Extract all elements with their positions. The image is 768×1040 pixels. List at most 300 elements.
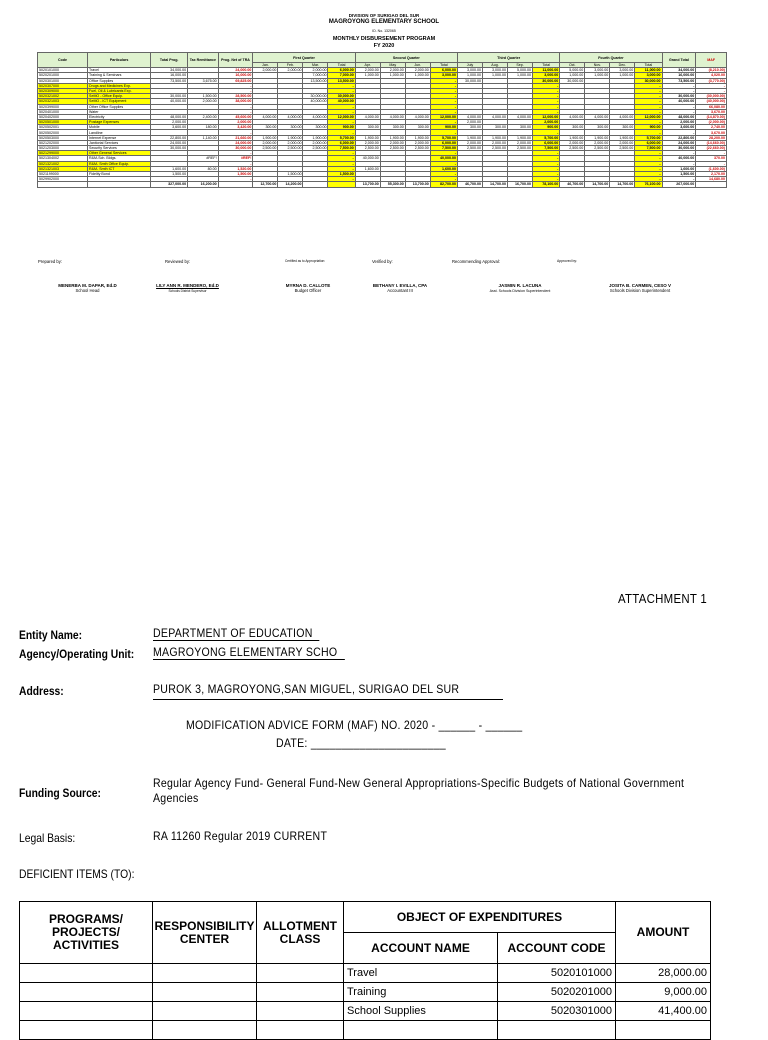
totals-month-value: 55,300.00 [380,182,405,187]
row-quarter-total: 900.00 [635,125,662,130]
row-month-value: 30,000.00 [457,78,482,83]
row-particulars: Landline [88,130,151,135]
row-month-value: 2,000.00 [253,140,278,145]
row-particulars: Postage Expenses [88,120,151,125]
row-maf: - [696,88,727,93]
row-grand-total: - [662,130,696,135]
row-quarter-total: - [635,99,662,104]
row-quarter-total: - [430,161,457,166]
row-month-value: 4,000.00 [380,114,405,119]
row-total-prog: 30,000.00 [151,94,188,99]
table-cell [257,1021,344,1040]
prepared-label: Prepared by: [38,259,62,264]
row-quarter-total: - [635,171,662,176]
totals-month-value: 14,700.00 [585,182,610,187]
row-code: 5021304002 [38,156,88,161]
row-quarter-total: 7,000.00 [328,73,355,78]
row-quarter-total: - [533,151,560,156]
reviewed-label: Reviewed by: [165,259,191,264]
maf-title: MODIFICATION ADVICE FORM (MAF) NO. 2020 - ______ - ______ [186,718,523,732]
row-grand-total: 48,000.00 [662,114,696,119]
row-code: 5029902000 [38,177,88,182]
row-quarter-total: - [635,104,662,109]
row-month-value: 1,000.00 [508,73,533,78]
agency-value: MAGROYONG ELEMENTARY SCHO [153,645,345,660]
row-prog-net: 45,600.00 [218,114,253,119]
row-month-value: 2,500.00 [303,146,328,151]
row-month-value: 300.00 [355,125,380,130]
row-maf: 14,680.00 [696,177,727,182]
row-month-value: 3,000.00 [483,68,508,73]
row-quarter-total: 5,700.00 [635,135,662,140]
row-quarter-total: - [533,104,560,109]
row-quarter-total: 6,000.00 [430,68,457,73]
row-month-value: 2,000.00 [355,68,380,73]
totals-month-value: 14,200.00 [278,182,303,187]
row-prog-net: - [218,104,253,109]
totals-prog-net [218,182,253,187]
table-cell [257,983,344,1002]
row-quarter-total: - [430,177,457,182]
totals-month-value: 46,700.00 [457,182,482,187]
month-header: Total [635,63,662,68]
totals-blank [38,182,88,187]
row-month-value: 40,000.00 [355,156,380,161]
row-code: 5021199000 [38,171,88,176]
col-account-name: ACCOUNT NAME [344,933,498,964]
col-grand-total: Grand Total [662,53,696,68]
month-header: Nov. [585,63,610,68]
row-maf: (40,000.00) [696,99,727,104]
totals-month-value: 78,100.00 [533,182,560,187]
totals-grand-total: 267,000.00 [662,182,696,187]
row-quarter-total: 3,000.00 [533,73,560,78]
row-month-value: 2,500.00 [278,146,303,151]
row-month-value: 4,000.00 [457,114,482,119]
totals-month-value: 13,700.00 [405,182,430,187]
row-month-value: 2,000.00 [483,140,508,145]
row-maf: (8,210.00) [696,68,727,73]
row-quarter-total: 1,500.00 [328,171,355,176]
row-month-value: 4,000.00 [253,114,278,119]
table-cell: 28,000.00 [616,964,711,983]
row-month-value: 4,000.00 [303,114,328,119]
col-q1: First Quarter [253,53,355,63]
row-prog-net: 28,500.00 [218,94,253,99]
row-quarter-total: - [328,166,355,171]
table-cell: 5020101000 [498,964,616,983]
row-month-value: 1,900.00 [405,135,430,140]
table-cell [257,964,344,983]
row-month-value: 40,000.00 [303,99,328,104]
row-quarter-total: - [430,171,457,176]
row-particulars: Mobile [88,125,151,130]
month-header: Total [533,63,560,68]
row-month-value: 1,000.00 [405,73,430,78]
row-month-value: 1,900.00 [560,135,585,140]
row-grand-total: - [662,88,696,93]
row-month-value: 2,000.00 [380,140,405,145]
month-header: Dec. [610,63,635,68]
row-maf: 28,200.00 [696,135,727,140]
row-month-value: 2,000.00 [380,68,405,73]
row-month-value: 2,500.00 [253,146,278,151]
table-cell [20,983,153,1002]
row-month-value: 2,000.00 [560,140,585,145]
table-cell [20,1002,153,1021]
month-header: Oct. [560,63,585,68]
row-particulars: Water [88,109,151,114]
row-month-value: 1,900.00 [355,135,380,140]
row-quarter-total: - [430,104,457,109]
row-quarter-total: 6,000.00 [328,68,355,73]
row-month-value: 300.00 [610,125,635,130]
row-quarter-total: 3,000.00 [430,73,457,78]
row-quarter-total: - [533,166,560,171]
totals-row [38,182,727,187]
row-grand-total: 30,000.00 [662,146,696,151]
row-month-value: 1,900.00 [610,135,635,140]
table-cell: 41,400.00 [616,1002,711,1021]
legal-label: Legal Basis: [19,831,76,845]
row-quarter-total: 12,000.00 [533,114,560,119]
row-quarter-total: 6,000.00 [533,140,560,145]
col-total-prog: Total Prog. [151,53,188,68]
deficient-items-table [19,901,711,1040]
row-quarter-total: - [635,177,662,182]
row-quarter-total: - [430,83,457,88]
row-month-value: 2,000.00 [303,140,328,145]
row-particulars: Internet Expense [88,135,151,140]
row-particulars: Electricity [88,114,151,119]
totals-month-value: 14,700.00 [610,182,635,187]
row-prog-net: 30,000.00 [218,146,253,151]
row-grand-total: 30,000.00 [662,94,696,99]
row-particulars: Drugs and Medicines Exp. [88,83,151,88]
row-month-value: 300.00 [508,125,533,130]
row-quarter-total: - [533,94,560,99]
row-month-value: 2,000.00 [610,140,635,145]
row-month-value: 2,000.00 [457,120,482,125]
row-grand-total: - [662,151,696,156]
row-month-value: 1,000.00 [355,73,380,78]
table-cell [616,1021,711,1040]
attachment-label: ATTACHMENT 1 [618,591,707,606]
totals-month-value [303,182,328,187]
row-total-prog: 30,000.00 [151,146,188,151]
row-month-value: 3,000.00 [585,68,610,73]
row-month-value: 1,900.00 [380,135,405,140]
row-code: 5020502000 [38,130,88,135]
row-month-value: 2,500.00 [508,146,533,151]
row-tax: 2,000.00 [188,99,218,104]
month-header: Apr. [355,63,380,68]
row-quarter-total: 12,000.00 [430,114,457,119]
row-maf: (14,870.00) [696,114,727,119]
table-row [20,983,711,1002]
row-quarter-total: - [635,94,662,99]
row-particulars: R&M- Smth ICT [88,166,151,171]
row-particulars: R&M-Sch. Bldgs. [88,156,151,161]
row-tax: 180.00 [188,125,218,130]
entity-value: DEPARTMENT OF EDUCATION [153,626,320,641]
row-quarter-total: - [635,120,662,125]
row-month-value: 2,500.00 [585,146,610,151]
row-maf: (3,770.00) [696,78,727,83]
row-month-value: 2,500.00 [380,146,405,151]
row-quarter-total: 13,500.00 [328,78,355,83]
recommending-label: Recommending Approval: [452,259,500,264]
row-maf: 3,670.00 [696,130,727,135]
row-month-value: 2,000.00 [303,68,328,73]
program-title: MONTHLY DISBURSEMENT PROGRAM [332,36,436,42]
month-header: May [380,63,405,68]
table-cell: 9,000.00 [616,983,711,1002]
row-quarter-total: - [533,171,560,176]
row-quarter-total: - [635,156,662,161]
certified-label: Certified as to Appropriation: [285,259,326,263]
row-quarter-total: 30,000.00 [635,78,662,83]
row-tax: #REF! [188,156,218,161]
table-row [20,1002,711,1021]
row-prog-net: 24,000.00 [218,68,253,73]
row-quarter-total: 30,000.00 [533,78,560,83]
row-maf: 66,080.00 [696,104,727,109]
totals-month-value: 13,700.00 [355,182,380,187]
col-q3: Third Quarter [457,53,559,63]
row-quarter-total: - [328,120,355,125]
row-tax: 3,675.00 [188,78,218,83]
row-particulars: Office Supplies [88,78,151,83]
row-quarter-total: - [328,130,355,135]
row-month-value: 4,000.00 [610,114,635,119]
row-code: 5020402000 [38,114,88,119]
fiscal-year: FY 2020 [373,43,395,49]
row-grand-total: 2,000.00 [662,120,696,125]
row-prog-net: 2,000.00 [218,120,253,125]
row-grand-total: - [662,83,696,88]
row-month-value: 5,000.00 [508,68,533,73]
table-cell: 5020301000 [498,1002,616,1021]
row-particulars: Training & Seminars [88,73,151,78]
row-grand-total: 73,500.00 [662,78,696,83]
row-prog-net: - [218,83,253,88]
row-month-value: 7,000.00 [303,73,328,78]
row-quarter-total: 12,000.00 [635,114,662,119]
totals-month-value: 82,700.00 [430,182,457,187]
row-prog-net: 38,000.00 [218,99,253,104]
totals-blank [88,182,151,187]
row-total-prog: 1,500.00 [151,171,188,176]
row-prog-net: 1,500.00 [218,171,253,176]
row-month-value: 1,900.00 [585,135,610,140]
row-grand-total: - [662,104,696,109]
row-month-value: 2,000.00 [405,68,430,73]
row-code: 5020301000 [38,78,88,83]
row-code: 5020321003 [38,99,88,104]
row-particulars: Travel [88,68,151,73]
row-tax: 80.00 [188,166,218,171]
row-maf: - [696,161,727,166]
agency-label: Agency/Operating Unit: [19,647,135,661]
row-grand-total: 3,600.00 [662,125,696,130]
row-particulars: SeMO - ICT Equipment [88,99,151,104]
row-month-value: 5,000.00 [560,68,585,73]
row-grand-total: 22,800.00 [662,135,696,140]
row-quarter-total: - [430,130,457,135]
row-quarter-total: - [430,99,457,104]
table-cell [153,964,257,983]
table-cell [20,1021,153,1040]
row-month-value: 2,500.00 [457,146,482,151]
row-month-value: 30,000.00 [560,78,585,83]
row-quarter-total: - [430,94,457,99]
row-quarter-total: - [635,161,662,166]
row-month-value: 300.00 [483,125,508,130]
row-quarter-total: 40,000.00 [328,99,355,104]
row-code: 5021203000 [38,146,88,151]
row-quarter-total: 6,000.00 [430,140,457,145]
row-total-prog: 2,000.00 [151,120,188,125]
row-quarter-total: 2,000.00 [533,120,560,125]
row-maf: (14,660.00) [696,140,727,145]
row-tax: 2,400.00 [188,114,218,119]
table-cell [498,1021,616,1040]
signatory-6: JOSITA B. CARMEN, CESO V Schools Division Superintendent [608,283,671,293]
signatory-3: MYRNA D. CALLOTE Budget Officer [285,283,331,293]
totals-month-value: 12,700.00 [253,182,278,187]
row-quarter-total: 6,000.00 [328,140,355,145]
col-particulars: Particulars [88,53,151,68]
row-month-value: 2,500.00 [483,146,508,151]
row-total-prog: 3,600.00 [151,125,188,130]
row-tax: 1,500.00 [188,94,218,99]
row-code: 5021202000 [38,140,88,145]
signatory-1: MENERBA M. DAPAR, Ed.D School Head [58,283,117,293]
table-cell: Training [344,983,498,1002]
row-maf: 2,740.00 [696,125,727,130]
row-month-value: 1,000.00 [483,73,508,78]
month-header: Sep. [508,63,533,68]
row-maf: (22,660.00) [696,146,727,151]
approved-label: Approved by: [557,259,577,263]
row-quarter-total: - [430,120,457,125]
row-month-value: 2,000.00 [405,140,430,145]
row-quarter-total: - [635,83,662,88]
row-month-value: 3,000.00 [610,68,635,73]
col-responsibility-center: RESPONSIBILITY CENTER [153,902,257,964]
row-month-value: 2,500.00 [610,146,635,151]
row-month-value: 1,900.00 [253,135,278,140]
row-month-value: 1,900.00 [457,135,482,140]
row-total-prog: 73,500.00 [151,78,188,83]
totals-month-value [328,182,355,187]
totals-tax: 16,200.00 [188,182,218,187]
school-id: ID. No. 132065 [372,29,396,33]
row-grand-total: 1,600.00 [662,166,696,171]
row-particulars: Fuel, Oil & Lubricants Exp. [88,88,151,93]
row-prog-net: 16,000.00 [218,73,253,78]
col-amount: AMOUNT [616,902,711,964]
row-code: 5020321002 [38,94,88,99]
row-month-value: 300.00 [405,125,430,130]
totals-month-value: 14,700.00 [483,182,508,187]
row-month-value: 1,000.00 [560,73,585,78]
table-cell [344,1021,498,1040]
table-cell [20,964,153,983]
row-quarter-total: 900.00 [328,125,355,130]
col-object-of-expenditures: OBJECT OF EXPENDITURES [344,902,616,933]
row-code: 5020503000 [38,135,88,140]
row-total-prog: 24,000.00 [151,140,188,145]
signatory-2: LILY ANN R. MENDERO, Ed.D Schools District Supervisor [156,283,219,293]
row-quarter-total: - [533,177,560,182]
row-quarter-total: 11,000.00 [635,68,662,73]
totals-month-value: 16,700.00 [508,182,533,187]
col-allotment-class: ALLOTMENT CLASS [257,902,344,964]
funding-value: Regular Agency Fund- General Fund-New General Appropriations-Specific Budgets of National Government Agencies [153,776,685,805]
table-cell [153,1021,257,1040]
row-particulars: R&M- Smth Office Equip. [88,161,151,166]
disbursement-table [37,52,727,188]
row-particulars: Janitorial Services [88,140,151,145]
signatory-4: BETHANY I. EVILLA, CPA Accountant III [372,283,428,293]
col-prog-net: Prog. Net of TRA [218,53,253,68]
row-maf: 4,020.00 [696,73,727,78]
row-month-value: 1,000.00 [585,73,610,78]
month-header: Jan. [253,63,278,68]
row-maf: - [696,151,727,156]
row-grand-total: - [662,177,696,182]
col-maf: MAF [696,53,727,68]
row-prog-net: - [218,88,253,93]
row-month-value: 2,000.00 [457,140,482,145]
row-maf: 3,670.00 [696,109,727,114]
funding-label: Funding Source: [19,786,101,800]
table-row [20,964,711,983]
row-month-value: 1,900.00 [483,135,508,140]
row-quarter-total: 7,500.00 [533,146,560,151]
col-q2: Second Quarter [355,53,457,63]
month-header: Feb. [278,63,303,68]
address-value: PUROK 3, MAGROYONG,SAN MIGUEL, SURIGAO DEL SUR [153,682,460,696]
row-prog-net: - [218,109,253,114]
table-cell: School Supplies [344,1002,498,1021]
row-total-prog: 48,000.00 [151,114,188,119]
month-header: Aug. [483,63,508,68]
row-quarter-total: - [328,88,355,93]
row-tax: 1,140.00 [188,135,218,140]
table-cell: Travel [344,964,498,983]
verified-label: Verified by: [372,259,393,264]
row-grand-total: 24,000.00 [662,140,696,145]
row-quarter-total: 1,600.00 [430,166,457,171]
row-month-value: 300.00 [380,125,405,130]
row-code: 5020201000 [38,73,88,78]
row-quarter-total: - [533,99,560,104]
month-header: Total [430,63,457,68]
col-ppa: PROGRAMS/ PROJECTS/ ACTIVITIES [20,902,153,964]
row-total-prog: 1,600.00 [151,166,188,171]
month-header: Total [328,63,355,68]
row-quarter-total: - [635,151,662,156]
row-quarter-total: - [635,88,662,93]
row-prog-net: - [218,151,253,156]
row-month-value: 2,500.00 [560,146,585,151]
row-quarter-total: - [635,109,662,114]
table-cell [257,1002,344,1021]
row-code: 5020401000 [38,109,88,114]
